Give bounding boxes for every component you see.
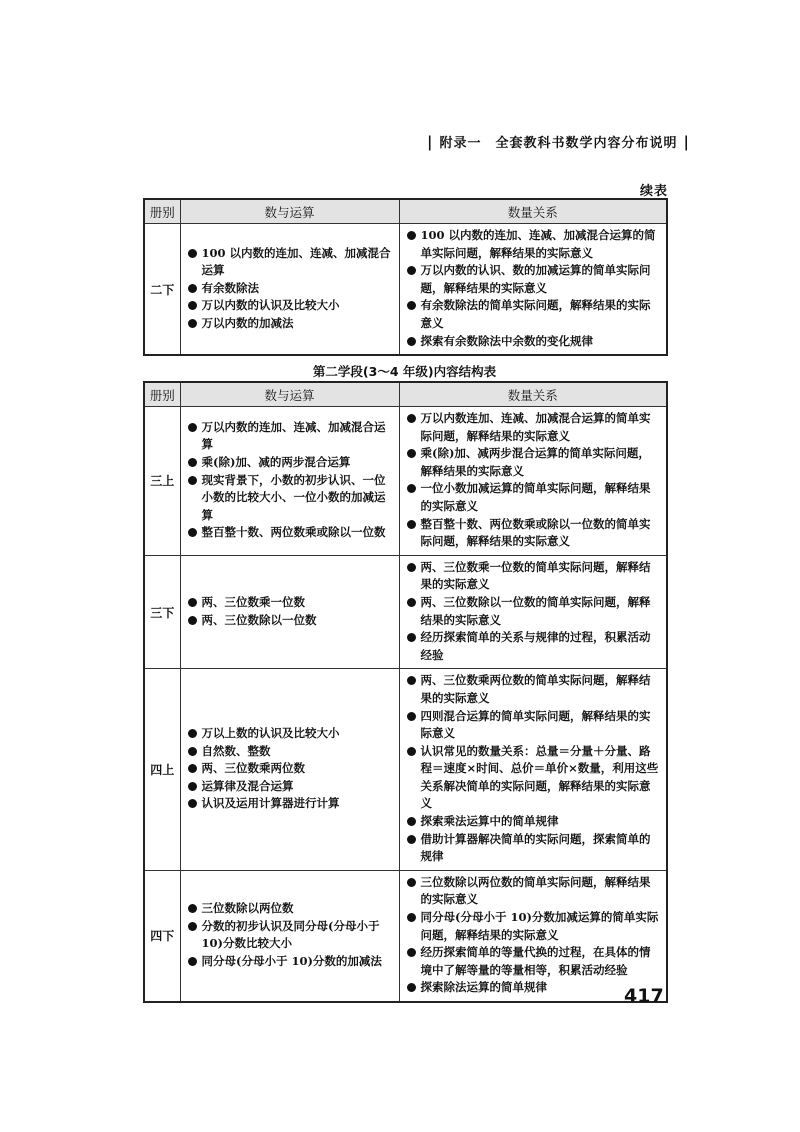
list-item: 万以内数的认识及比较大小 <box>186 297 393 315</box>
list-item: 探索除法运算的简单规律 <box>405 979 661 997</box>
list-item: 同分母(分母小于 10)分数的加减法 <box>186 953 393 971</box>
table-header-row <box>144 382 667 407</box>
relations-list <box>405 410 661 551</box>
list-item: 经历探索简单的等量代换的过程，在具体的情境中了解等量的等量相等，积累活动经验 <box>405 944 661 979</box>
list-item: 现实背景下，小数的初步认识、一位小数的比较大小、一位小数的加减运算 <box>186 472 393 525</box>
column-header-relations: 数量关系 <box>399 199 667 224</box>
table-row <box>144 669 667 871</box>
grade-cell: 三下 <box>144 555 180 669</box>
relations-cell <box>399 224 667 356</box>
grade-cell: 四上 <box>144 669 180 871</box>
list-item: 经历探索简单的关系与规律的过程，积累活动经验 <box>405 629 661 664</box>
list-item: 100 以内数的连加、连减、加减混合运算 <box>186 245 393 280</box>
list-item: 有余数除法的简单实际问题，解释结果的实际意义 <box>405 297 661 332</box>
list-item: 四则混合运算的简单实际问题，解释结果的实际意义 <box>405 708 661 743</box>
list-item: 万以内数连加、连减、加减混合运算的简单实际问题，解释结果的实际意义 <box>405 410 661 445</box>
list-item: 万以内数的连加、连减、加减混合运算 <box>186 419 393 454</box>
list-item: 探索乘法运算中的简单规律 <box>405 813 661 831</box>
list-item: 100 以内数的连加、连减、加减混合运算的简单实际问题，解释结果的实际意义 <box>405 227 661 262</box>
page-number: 417 <box>624 985 664 1007</box>
list-item: 乘(除)加、减的两步混合运算 <box>186 454 393 472</box>
header-text: 附录一 全套教科书数学内容分布说明 <box>439 136 678 151</box>
grade-cell: 二下 <box>144 224 180 356</box>
operations-list <box>186 419 393 542</box>
list-item: 两、三位数乘两位数 <box>186 760 393 778</box>
relations-cell <box>399 669 667 871</box>
grade-cell: 四下 <box>144 870 180 1002</box>
operations-cell <box>180 407 399 556</box>
content-table-continued <box>143 198 668 356</box>
table-row <box>144 407 667 556</box>
operations-list <box>186 245 393 333</box>
relations-list <box>405 227 661 350</box>
list-item: 万以内数的认识、数的加减运算的简单实际问题，解释结果的实际意义 <box>405 262 661 297</box>
list-item: 万以内数的加减法 <box>186 315 393 333</box>
list-item: 运算律及混合运算 <box>186 778 393 796</box>
operations-list <box>186 725 393 813</box>
list-item: 万以上数的认识及比较大小 <box>186 725 393 743</box>
list-item: 两、三位数除以一位数的简单实际问题，解释结果的实际意义 <box>405 594 661 629</box>
continued-label: 续表 <box>639 184 668 199</box>
column-header-operations: 数与运算 <box>180 199 399 224</box>
operations-list <box>186 594 393 629</box>
column-header-grade: 册别 <box>144 382 180 407</box>
relations-cell <box>399 870 667 1002</box>
list-item: 整百整十数、两位数乘或除以一位数 <box>186 524 393 542</box>
header-bar-left: | <box>427 133 434 151</box>
operations-list <box>186 900 393 970</box>
list-item: 认识及运用计算器进行计算 <box>186 795 393 813</box>
list-item: 两、三位数乘两位数的简单实际问题，解释结果的实际意义 <box>405 672 661 707</box>
column-header-operations: 数与运算 <box>180 382 399 407</box>
list-item: 三位数除以两位数的简单实际问题，解释结果的实际意义 <box>405 874 661 909</box>
list-item: 借助计算器解决简单的实际问题，探索简单的规律 <box>405 831 661 866</box>
operations-cell <box>180 555 399 669</box>
operations-cell <box>180 224 399 356</box>
table-title: 第二学段(3～4 年级)内容结构表 <box>312 364 497 379</box>
list-item: 一位小数加减运算的简单实际问题，解释结果的实际意义 <box>405 480 661 515</box>
table-row <box>144 870 667 1002</box>
relations-list <box>405 672 661 866</box>
list-item: 整百整十数、两位数乘或除以一位数的简单实际问题，解释结果的实际意义 <box>405 516 661 551</box>
list-item: 三位数除以两位数 <box>186 900 393 918</box>
table-row <box>144 555 667 669</box>
relations-cell <box>399 555 667 669</box>
running-header <box>421 132 696 151</box>
relations-list <box>405 559 661 665</box>
operations-cell <box>180 870 399 1002</box>
list-item: 探索有余数除法中余数的变化规律 <box>405 333 661 351</box>
relations-list <box>405 874 661 997</box>
operations-cell <box>180 669 399 871</box>
list-item: 同分母(分母小于 10)分数加减运算的简单实际问题，解释结果的实际意义 <box>405 909 661 944</box>
list-item: 认识常见的数量关系：总量＝分量＋分量、路程＝速度×时间、总价＝单价×数量，利用这些关系解决简单的实际问题，解释结果的实际意义 <box>405 743 661 813</box>
list-item: 有余数除法 <box>186 280 393 298</box>
column-header-relations: 数量关系 <box>399 382 667 407</box>
list-item: 乘(除)加、减两步混合运算的简单实际问题，解释结果的实际意义 <box>405 445 661 480</box>
list-item: 分数的初步认识及同分母(分母小于 10)分数比较大小 <box>186 918 393 953</box>
table-row <box>144 224 667 356</box>
grade-cell: 三上 <box>144 407 180 556</box>
list-item: 自然数、整数 <box>186 743 393 761</box>
column-header-grade: 册别 <box>144 199 180 224</box>
list-item: 两、三位数乘一位数 <box>186 594 393 612</box>
content-structure-table <box>143 381 668 1003</box>
list-item: 两、三位数除以一位数 <box>186 612 393 630</box>
list-item: 两、三位数乘一位数的简单实际问题，解释结果的实际意义 <box>405 559 661 594</box>
table-header-row <box>144 199 667 224</box>
relations-cell <box>399 407 667 556</box>
header-bar-right: | <box>683 133 690 151</box>
